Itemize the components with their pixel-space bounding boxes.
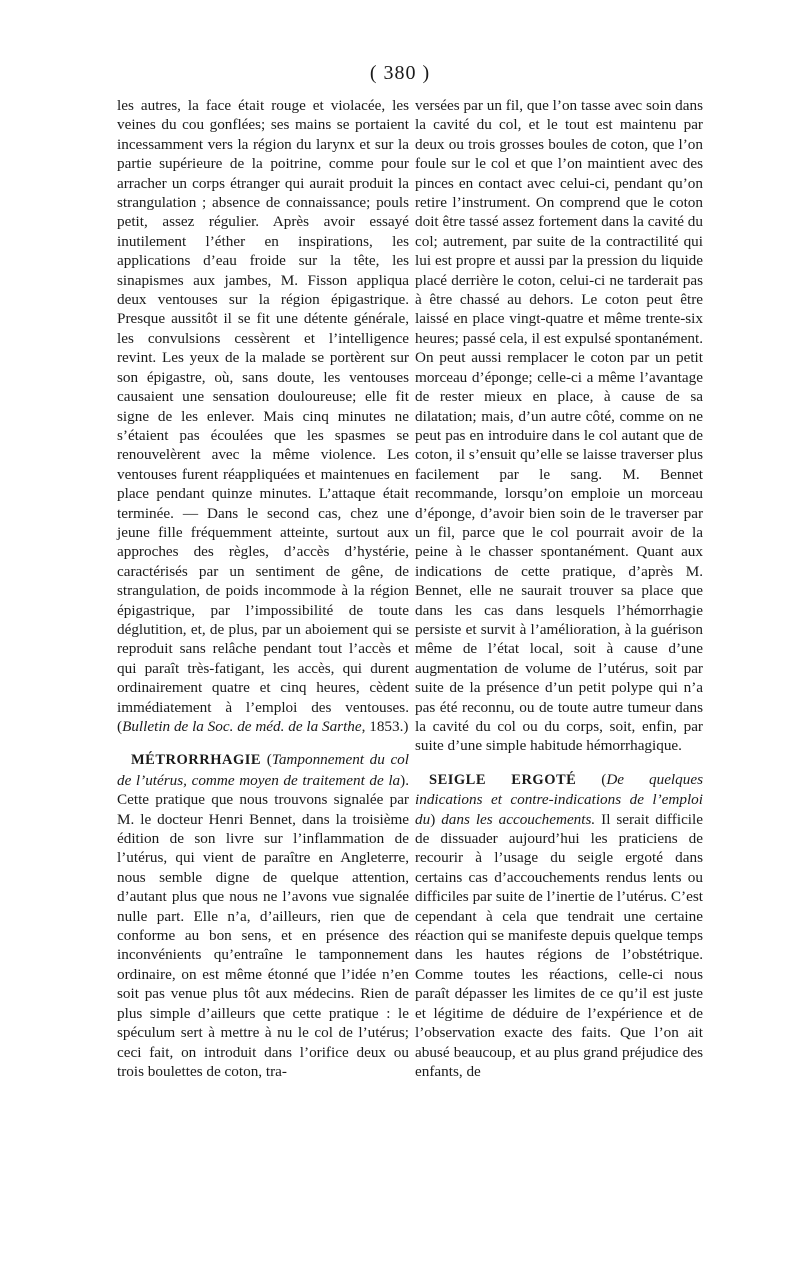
page-number: ( 380 ): [369, 62, 431, 84]
entry-heading: SEIGLE ERGOTÉ: [429, 771, 577, 788]
entry-paren-close: ).: [400, 771, 409, 789]
entry-seigle-ergote: [415, 770, 703, 1082]
entry-body: Cette pratique que nous trouvons signalée par M. le docteur Henri Bennet, dans la troisième édition de son livre sur l’inflammation de l’utérus, qui vient de paraître en Angleterre, nous semble digne de quelque attention, d’autant plus que nous ne l’avons vue signalée nulle part. Elle n’a, d’ailleurs, rien que de conforme au bon sens, et en présence des inconvénients qu’entraîne le tamponnement ordinaire, on est même étonné que l’idée n’en soit pas venue plus tôt aux médecins. Rien de plus simple d’ailleurs que cette pratique : le spéculum sert à mettre à nu le col de l’utérus; ceci fait, on introduit dans l’orifice deux ou trois boulettes de coton, tra-: [117, 791, 409, 1080]
right-paragraph-continuation: versées par un fil, que l’on tasse avec soin dans la cavité du col, et le tout est maintenu par deux ou trois grosses boules de coton, que l’on foule sur le col et que l’on maintient avec des pinces en contact avec celui-ci, pendant qu’on retire l’instrument. On comprend que le coton doit être tassé assez fortement dans la cavité du col; autrement, par suite de la contractilité qui lui est propre et aussi par la pression du liquide placé derrière le coton, celui-ci ne tarderait pas à être chassé au dehors. Le coton peut être laissé en place vingt-quatre et même trente-six heures; passé cela, il est expulsé spontanément. On peut aussi remplacer le coton par un petit morceau d’éponge; celle-ci a même l’avantage de rester mieux en place, à cause de sa dilatation; mais, d’un autre côté, comme on ne peut pas en introduire dans le col autant que de coton, il s’ensuit qu’elle se laisse traverser plus facilement par le sang. M. Bennet recommande, lorsqu’on emploie un morceau d’éponge, d’avoir bien soin de le traverser par un fil, parce que le col pourrait avoir de la peine à le chasser spontanément. Quant aux indications de cette pratique, d’après M. Bennet, elle ne saurait trouver sa place que dans les cas dans lesquels l’hémorrhagie persiste et survit à l’amélioration, à la guérison même de l’état local, soit à cause d’une augmentation de volume de l’utérus, soit par suite de la présence d’un petit polype qui n’a pas été reconnu, ou de toute autre tumeur dans la cavité du col ou du corps, soit, enfin, par suite d’une simple habitude hémorrhagique.: [415, 97, 703, 755]
citation-title: Bulletin de la Soc. de méd. de la Sarthe: [122, 718, 362, 735]
entry-subtitle-continued: dans les accouchements.: [435, 810, 596, 828]
entry-paren-open: (: [576, 770, 607, 788]
left-column: [117, 96, 409, 1081]
right-column: [415, 96, 703, 1081]
entry-paren-open: (: [261, 751, 272, 769]
entry-body: Il serait difficile de dissuader aujourd’hui les praticiens de recourir à l’usage du seigle ergoté dans certains cas d’accouchements rendus lents ou difficiles par suite de l’inertie de l’utérus. C’est cependant à cela que tendrait une certaine réaction qui se manifeste depuis quelque temps dans les hautes régions de l’obstétrique. Comme toutes les réactions, celle-ci nous paraît dépasser les limites de ce qu’il est juste et légitime de déduire de l’expérience et de l’observation exacte des faits. Que l’on ait abusé beaucoup, et au plus grand préjudice des enfants, de: [415, 810, 703, 1080]
left-paragraph-text: les autres, la face était rouge et violacée, les veines du cou gonflées; ses mains se portaient incessamment vers la région du larynx et sur la partie supérieure de la poitrine, comme pour arracher un corps étranger qui aurait produit la strangulation ; absence de connaissance; pouls petit, assez régulier. Après avoir essayé inutilement l’éther en inspirations, les applications d’eau froide sur la tête, les sinapismes aux jambes, M. Fisson appliqua deux ventouses sur la région épigastrique. Presque aussitôt il se fit une détente générale, les convulsions cessèrent et l’intelligence revint. Les yeux de la malade se portèrent sur son épigastre, où, sans doute, les ventouses causaient une sensation douloureuse; elle fit signe de les enlever. Mais cinq minutes ne s’étaient pas écoulées que les spasmes se renouvelèrent avec la même violence. Les ventouses furent réappliquées et maintenues en place pendant quinze minutes. L’attaque était terminée. — Dans le second cas, chez une jeune fille fréquemment atteinte, surtout aux approches des règles, d’accès d’hystérie, caractérisés par un sentiment de gêne, de strangulation, de poids incommode à la région épigastrique, par l’impossibilité de toute déglutition, et, de plus, par un aboiement qui se reproduit sans relâche pendant tout l’accès et qui paraît très-fatigant, les accès, qui durent ordinairement quatre et cinq heures, cèdent immédiatement à l’emploi des ventouses. (: [117, 97, 409, 735]
citation-year: , 1853.): [361, 718, 409, 735]
entry-subtitle: De quelques indications et contre-indications de l’emploi du: [415, 770, 703, 828]
entry-paren-close: ): [430, 810, 436, 828]
entry-metrorrhagie: [117, 750, 409, 1081]
entry-subtitle: Tamponnement du col de l’utérus, comme moyen de traitement de la: [117, 751, 409, 789]
left-paragraph-continuation: [117, 96, 409, 736]
entry-heading: MÉTRORRHAGIE: [131, 752, 262, 769]
